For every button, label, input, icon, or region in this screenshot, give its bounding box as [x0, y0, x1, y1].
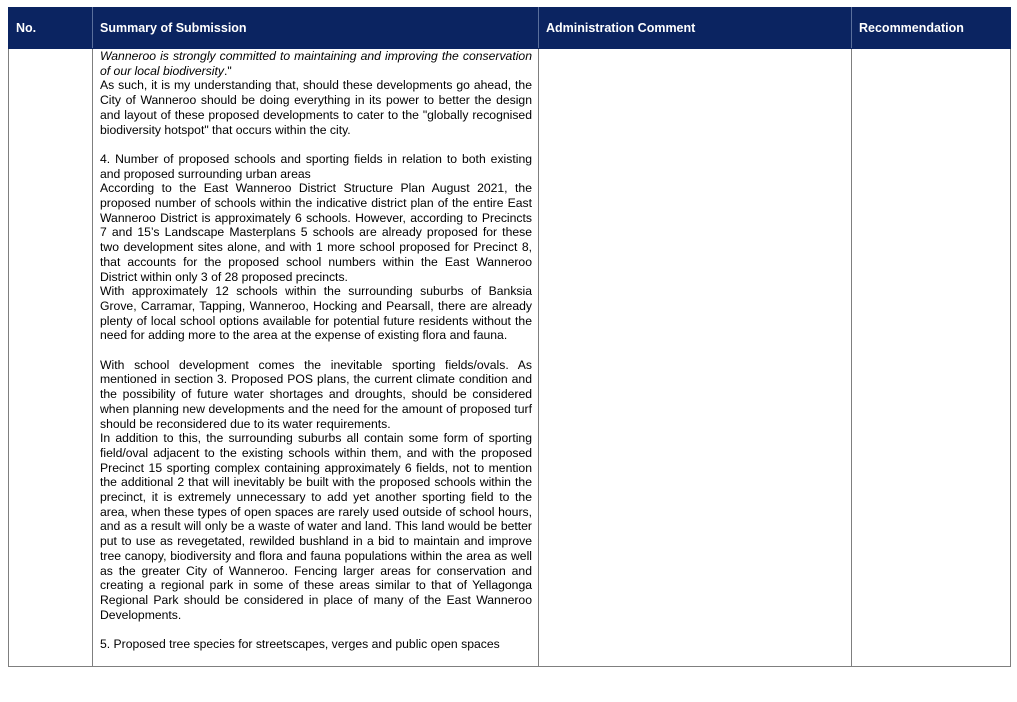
paragraph-gap — [100, 343, 532, 358]
header-no: No. — [9, 8, 93, 49]
summary-quote — [100, 49, 532, 78]
cell-no — [9, 49, 93, 667]
summary-quote-end: ." — [223, 63, 232, 78]
header-recommendation: Recommendation — [852, 8, 1011, 49]
summary-paragraph: According to the East Wanneroo District Structure Plan August 2021, the proposed number of schools within the indicative district plan of the entire East Wanneroo District is approximately 6 schools. However, according to Precincts 7 and 15’s Landscape Masterplans 5 schools are already proposed for these two development sites alone, and with 1 more school proposed for Precinct 8, that accounts for the proposed school numbers within the East Wanneroo District within only 3 of 28 proposed precincts. — [100, 181, 532, 284]
summary-quote-italic: Wanneroo is strongly committed to maintaining and improving the conservation of our local biodiversity — [100, 49, 532, 78]
summary-paragraph: With school development comes the inevitable sporting fields/ovals. As mentioned in section 3. Proposed POS plans, the current climate condition and the possibility of future water shortages and droughts, should be considered when planning new developments and the need for the amount of proposed turf should be reconsidered due to its water requirements. — [100, 357, 532, 431]
submissions-table — [8, 7, 1011, 667]
paragraph-gap — [100, 622, 532, 637]
summary-paragraph: In addition to this, the surrounding suburbs all contain some form of sporting field/oval adjacent to the existing schools within them, and with the proposed Precinct 15 sporting complex containing approximately 6 fields, not to mention the additional 2 that will inevitably be built with the proposed schools within the precinct, it is extremely unnecessary to add yet another sporting field to the area, when these types of open spaces are rarely used outside of school hours, and as a result will only be a waste of water and land. This land would be better put to use as revegetated, rewilded bushland in a bid to maintain and improve tree canopy, biodiversity and flora and fauna populations within the area as well as the greater City of Wanneroo. Fencing larger areas for conservation and creating a regional park in some of these areas similar to that of Yellagonga Regional Park should be considered in place of many of the East Wanneroo Developments. — [100, 431, 532, 622]
table-header-row — [9, 8, 1011, 49]
summary-section-heading: 5. Proposed tree species for streetscapes, verges and public open spaces — [100, 637, 500, 652]
header-admin-comment: Administration Comment — [539, 8, 852, 49]
cell-recommendation — [852, 49, 1011, 667]
header-summary: Summary of Submission — [93, 8, 539, 49]
cell-admin-comment — [539, 49, 852, 667]
summary-paragraph: As such, it is my understanding that, should these developments go ahead, the City of Wanneroo should be doing everything in its power to better the design and layout of these proposed developments to cater to the "globally recognised biodiversity hotspot" that occurs within the city. — [100, 78, 532, 137]
summary-paragraph: With approximately 12 schools within the surrounding suburbs of Banksia Grove, Carramar, Tapping, Wanneroo, Hocking and Pearsall, there are already plenty of local school options available for potential future residents without the need for adding more to the area at the expense of existing flora and fauna. — [100, 284, 532, 343]
table-row — [9, 49, 1011, 667]
summary-section-heading: 4. Number of proposed schools and sporting fields in relation to both existing and proposed surrounding urban areas — [100, 151, 532, 181]
cell-summary — [93, 49, 539, 667]
paragraph-gap — [100, 137, 532, 152]
